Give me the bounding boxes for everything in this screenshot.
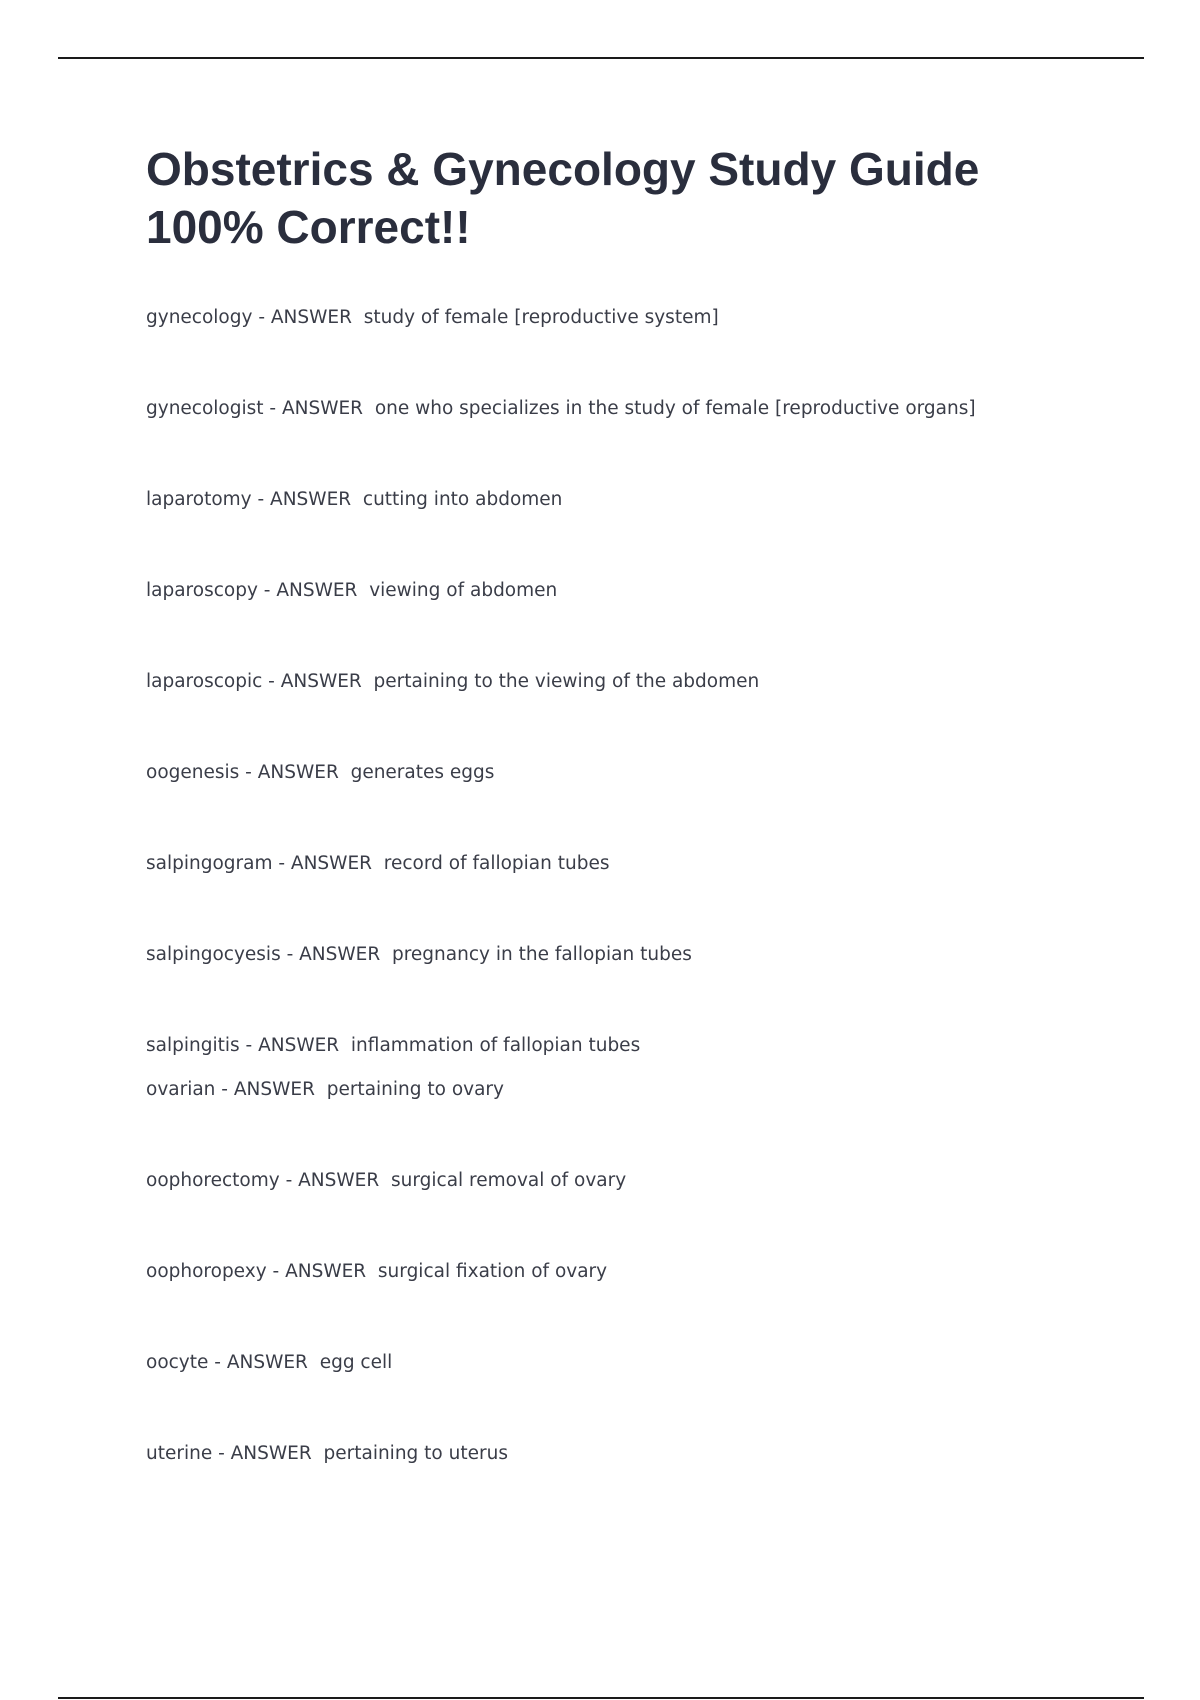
- list-item: [146, 1442, 508, 1466]
- entry-term: ovarian: [146, 1079, 216, 1100]
- title-line-2: 100% Correct!!: [146, 201, 471, 253]
- entry-separator: - ANSWER: [263, 398, 375, 419]
- entry-definition: one who specializes in the study of female [reproductive organs]: [374, 398, 976, 419]
- entry-term: gynecology: [146, 307, 253, 328]
- entry-term: salpingogram: [146, 853, 273, 874]
- entry-separator: - ANSWER: [252, 307, 364, 328]
- entry-separator: - ANSWER: [272, 853, 384, 874]
- list-item: [146, 488, 562, 512]
- entry-definition: record of fallopian tubes: [383, 853, 610, 874]
- entry-term: salpingitis: [146, 1035, 240, 1056]
- list-item: [146, 852, 610, 876]
- entry-term: oocyte: [146, 1352, 209, 1373]
- entry-definition: pertaining to uterus: [323, 1443, 508, 1464]
- list-item: [146, 761, 494, 785]
- list-item: [146, 1351, 392, 1375]
- entry-separator: - ANSWER: [251, 489, 363, 510]
- entry-separator: - ANSWER: [215, 1079, 327, 1100]
- entry-term: laparoscopic: [146, 671, 263, 692]
- entry-term: oogenesis: [146, 762, 240, 783]
- entry-definition: generates eggs: [350, 762, 495, 783]
- entry-separator: - ANSWER: [262, 671, 374, 692]
- entry-separator: - ANSWER: [279, 1170, 391, 1191]
- list-item: [146, 943, 692, 967]
- top-divider: [58, 57, 1144, 59]
- entry-definition: surgical fixation of ovary: [377, 1261, 608, 1282]
- list-item: [146, 1260, 607, 1284]
- entry-term: gynecologist: [146, 398, 264, 419]
- entry-definition: cutting into abdomen: [362, 489, 563, 510]
- entry-definition: egg cell: [319, 1352, 393, 1373]
- entry-term: uterine: [146, 1443, 213, 1464]
- entry-separator: - ANSWER: [239, 762, 351, 783]
- entry-definition: inflammation of fallopian tubes: [350, 1035, 641, 1056]
- list-item: [146, 1169, 626, 1193]
- entry-separator: - ANSWER: [266, 1261, 378, 1282]
- entry-definition: study of female [reproductive system]: [363, 307, 719, 328]
- document-body: [146, 140, 1106, 256]
- entry-separator: - ANSWER: [257, 580, 370, 601]
- list-item: [146, 670, 759, 694]
- list-item: [146, 1078, 504, 1102]
- entry-separator: - ANSWER: [212, 1443, 324, 1464]
- bottom-divider: [58, 1697, 1144, 1699]
- entry-definition: pertaining to ovary: [326, 1079, 504, 1100]
- entry-separator: - ANSWER: [239, 1035, 351, 1056]
- entry-definition: pregnancy in the fallopian tubes: [391, 944, 692, 965]
- entry-separator: - ANSWER: [208, 1352, 320, 1373]
- entry-separator: - ANSWER: [280, 944, 392, 965]
- document-title: [146, 140, 1106, 256]
- entry-definition: pertaining to the viewing of the abdomen: [373, 671, 760, 692]
- list-item: [146, 397, 976, 421]
- list-item: [146, 1034, 640, 1058]
- entry-term: laparoscopy: [146, 580, 258, 601]
- entry-term: oophorectomy: [146, 1170, 280, 1191]
- entry-term: oophoropexy: [146, 1261, 267, 1282]
- title-line-1: Obstetrics & Gynecology Study Guide: [146, 143, 980, 195]
- entry-definition: surgical removal of ovary: [391, 1170, 627, 1191]
- entry-term: laparotomy: [146, 489, 252, 510]
- list-item: [146, 579, 557, 603]
- list-item: [146, 306, 719, 330]
- entry-term: salpingocyesis: [146, 944, 281, 965]
- entry-definition: viewing of abdomen: [369, 580, 558, 601]
